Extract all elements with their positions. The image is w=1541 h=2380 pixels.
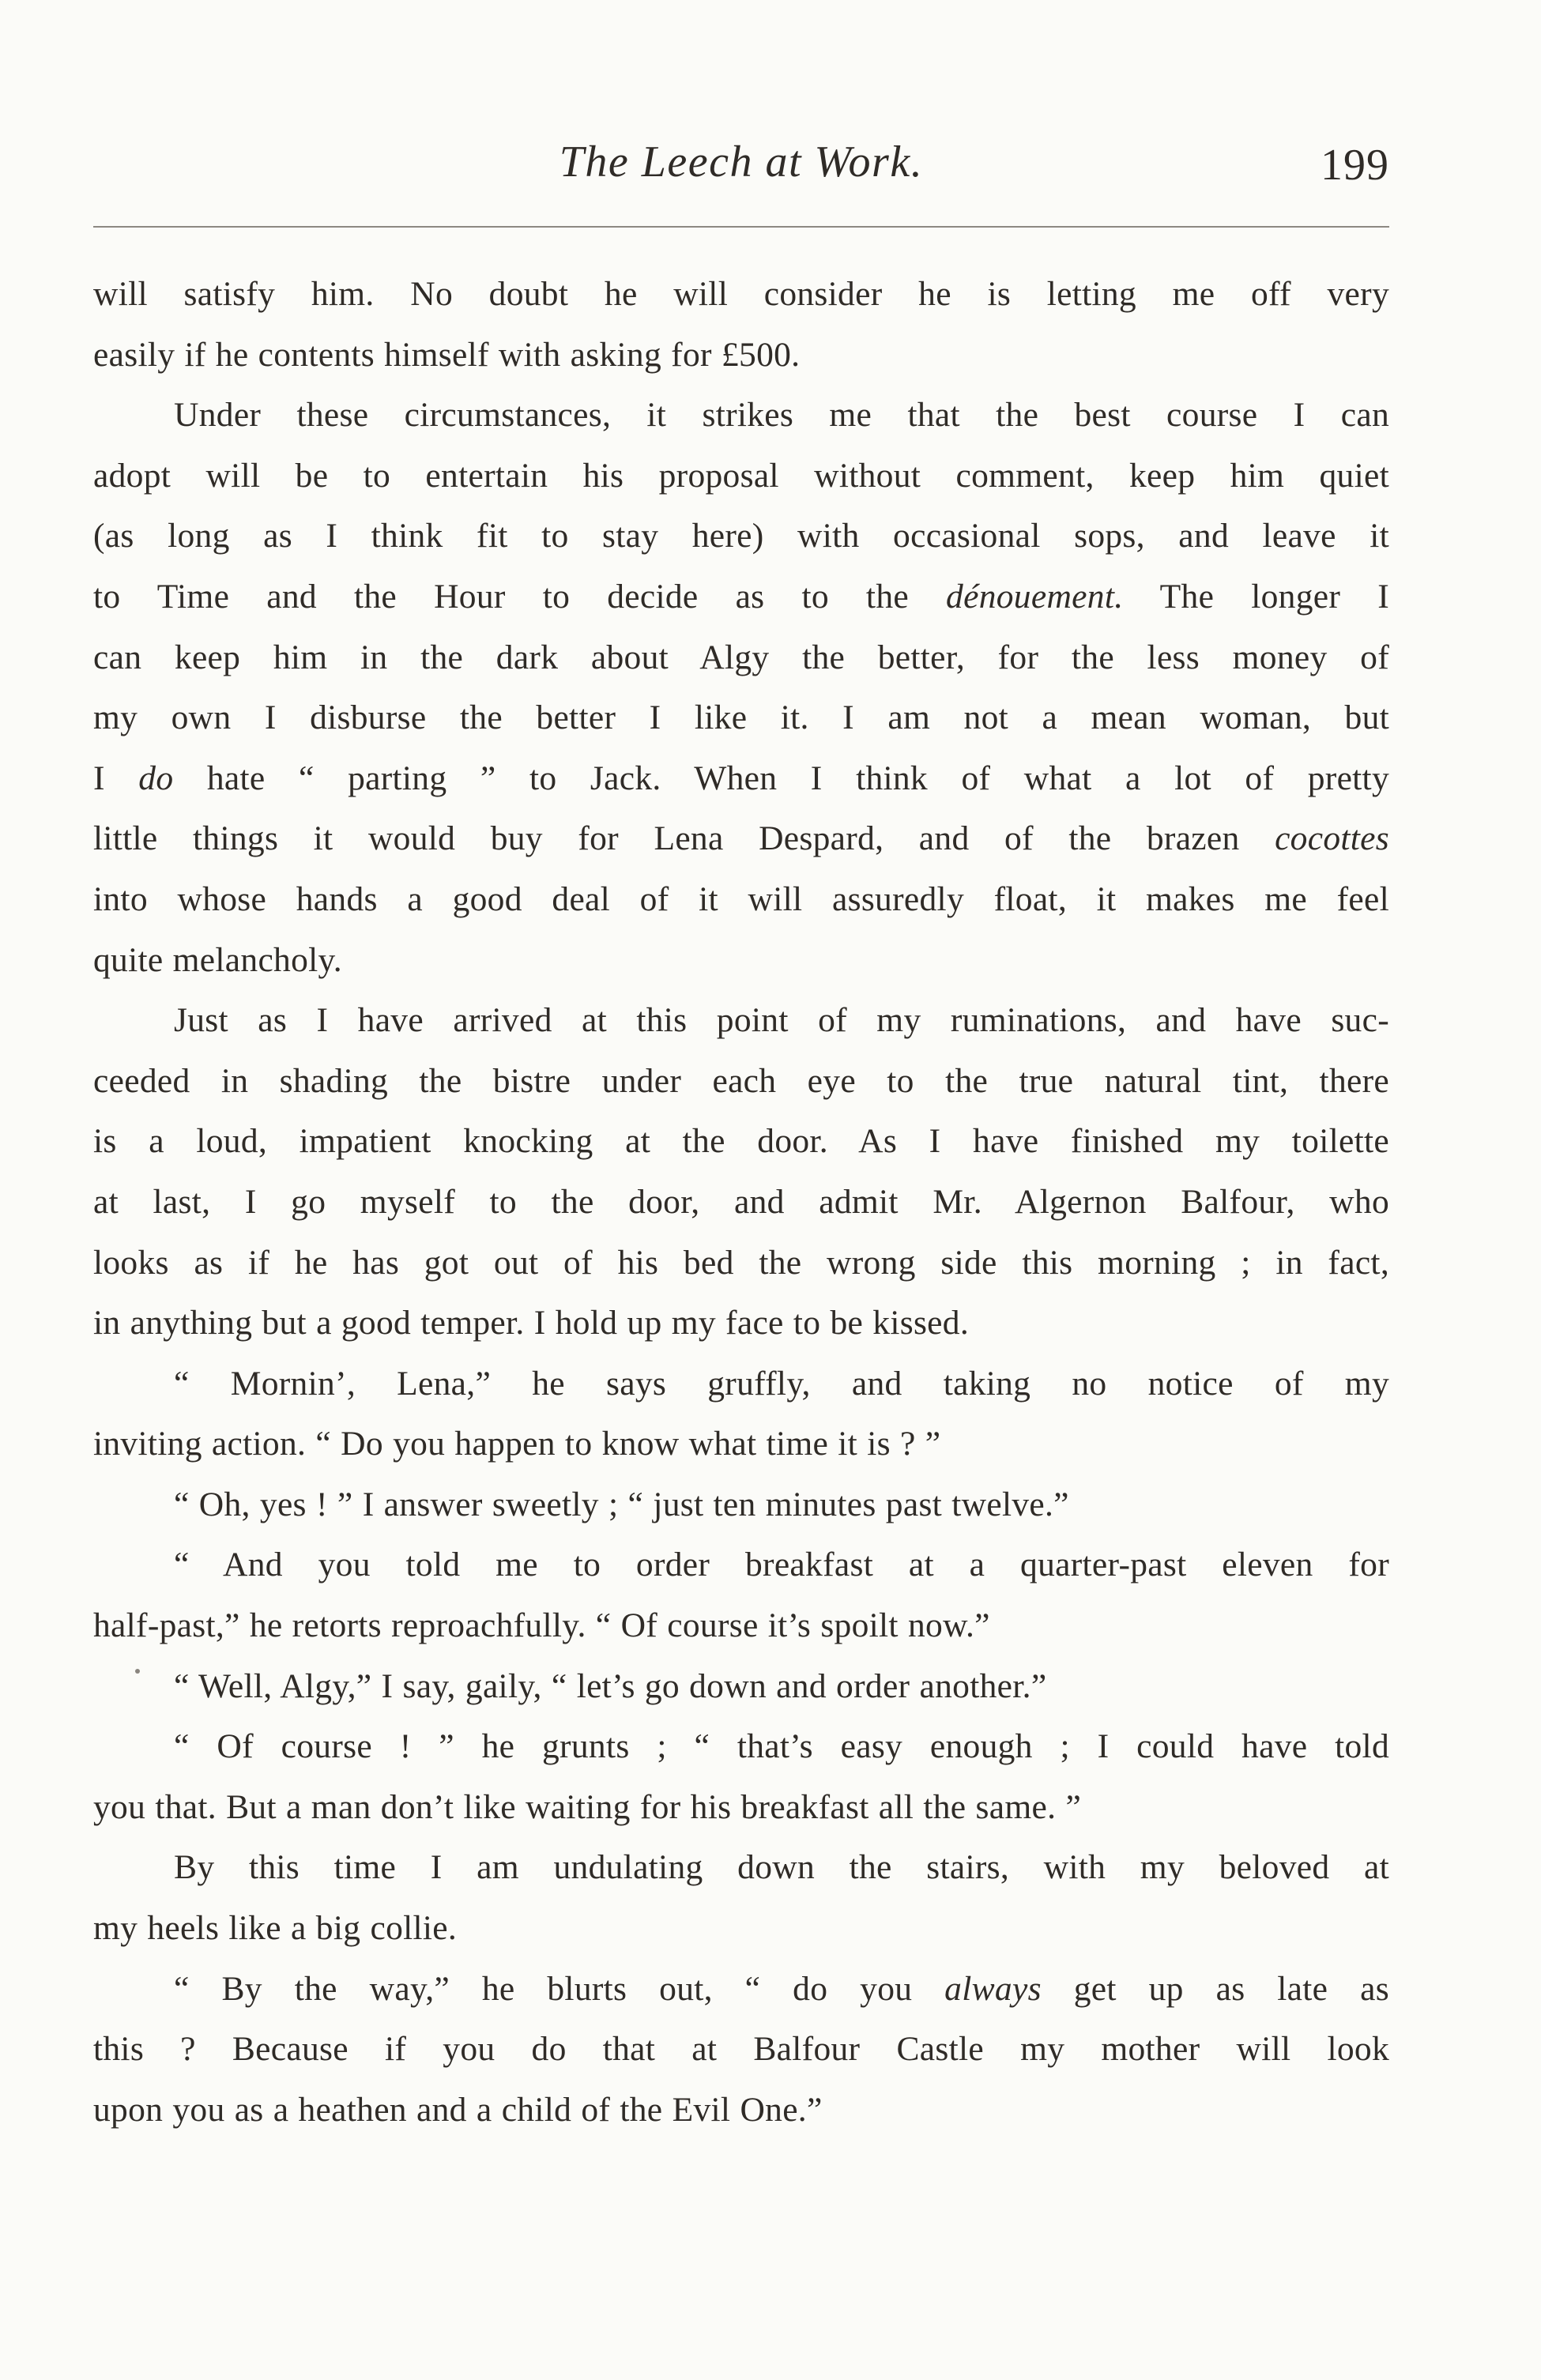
text-run: get up as late as bbox=[1041, 1969, 1389, 2008]
text-run: I bbox=[93, 759, 139, 797]
text-run: hate “ parting ” to Jack. When I think of what a lot of pretty bbox=[173, 759, 1389, 797]
text-run: to Time and the Hour to decide as to the bbox=[93, 577, 947, 616]
text-line: this ? Because if you do that at Balfour Castle my mother will look bbox=[93, 2030, 1389, 2069]
text-line: “ Oh, yes ! ” I answer sweetly ; “ just ten minutes past twelve.” bbox=[174, 1485, 1069, 1523]
italic-word: always bbox=[944, 1969, 1042, 2008]
ink-speck bbox=[135, 1669, 140, 1674]
text-run: “ By the way,” he blurts out, “ do you bbox=[174, 1969, 945, 2008]
text-line: is a loud, impatient knocking at the door. As I have finished my toilette bbox=[93, 1122, 1389, 1161]
text-line: upon you as a heathen and a child of the Evil One.” bbox=[93, 2090, 823, 2129]
text-line: at last, I go myself to the door, and admit Mr. Algernon Balfour, who bbox=[93, 1182, 1389, 1221]
text-line: Just as I have arrived at this point of my ruminations, and have suc- bbox=[174, 1001, 1389, 1040]
text-line: in anything but a good temper. I hold up my face to be kissed. bbox=[93, 1304, 970, 1343]
text-line bbox=[93, 567, 1389, 627]
text-line: inviting action. “ Do you happen to know what time it is ? ” bbox=[93, 1425, 941, 1463]
page-number: 199 bbox=[1321, 141, 1389, 190]
text-line: half-past,” he retorts reproachfully. “ Of course it’s spoilt now.” bbox=[93, 1606, 990, 1645]
text-line: will satisfy him. No doubt he will consider he is letting me off very bbox=[93, 275, 1389, 313]
italic-word: dénouement. bbox=[946, 577, 1124, 616]
text-line: my heels like a big collie. bbox=[93, 1909, 458, 1948]
text-line: you that. But a man don’t like waiting for his breakfast all the same. ” bbox=[93, 1787, 1082, 1826]
text-line bbox=[93, 748, 1389, 809]
text-line: “ And you told me to order breakfast at a quarter-past eleven for bbox=[174, 1546, 1389, 1584]
text-line bbox=[93, 808, 1389, 869]
text-line: can keep him in the dark about Algy the better, for the less money of bbox=[93, 638, 1389, 676]
text-line: adopt will be to entertain his proposal without comment, keep him quiet bbox=[93, 456, 1389, 495]
text-line: into whose hands a good deal of it will assuredly float, it makes me feel bbox=[93, 879, 1389, 918]
header-rule bbox=[93, 226, 1389, 228]
text-line: looks as if he has got out of his bed the wrong side this morning ; in fact, bbox=[93, 1243, 1389, 1282]
text-line: By this time I am undulating down the stairs, with my beloved at bbox=[174, 1848, 1389, 1887]
text-run: little things it would buy for Lena Despard, and of the brazen bbox=[93, 819, 1275, 858]
text-line: easily if he contents himself with asking for £500. bbox=[93, 335, 801, 374]
text-run: The longer I bbox=[1123, 577, 1389, 616]
italic-word: do bbox=[138, 759, 174, 797]
text-line: “ Mornin’, Lena,” he says gruffly, and taking no notice of my bbox=[174, 1364, 1389, 1403]
text-line bbox=[93, 1959, 1389, 2020]
text-line: ceeded in shading the bistre under each eye to the true natural tint, there bbox=[93, 1061, 1389, 1100]
italic-word: cocottes bbox=[1275, 819, 1389, 858]
running-head bbox=[93, 126, 1389, 198]
body-text bbox=[93, 264, 1389, 2140]
running-title: The Leech at Work. bbox=[559, 137, 924, 186]
text-line: quite melancholy. bbox=[93, 940, 342, 979]
text-line: my own I disburse the better I like it. I am not a mean woman, but bbox=[93, 699, 1389, 737]
text-line: Under these circumstances, it strikes me that the best course I can bbox=[174, 396, 1389, 435]
text-line: “ Of course ! ” he grunts ; “ that’s easy enough ; I could have told bbox=[174, 1727, 1389, 1766]
text-line: (as long as I think fit to stay here) with occasional sops, and leave it bbox=[93, 517, 1389, 555]
text-line: “ Well, Algy,” I say, gaily, “ let’s go down and order another.” bbox=[174, 1666, 1047, 1705]
